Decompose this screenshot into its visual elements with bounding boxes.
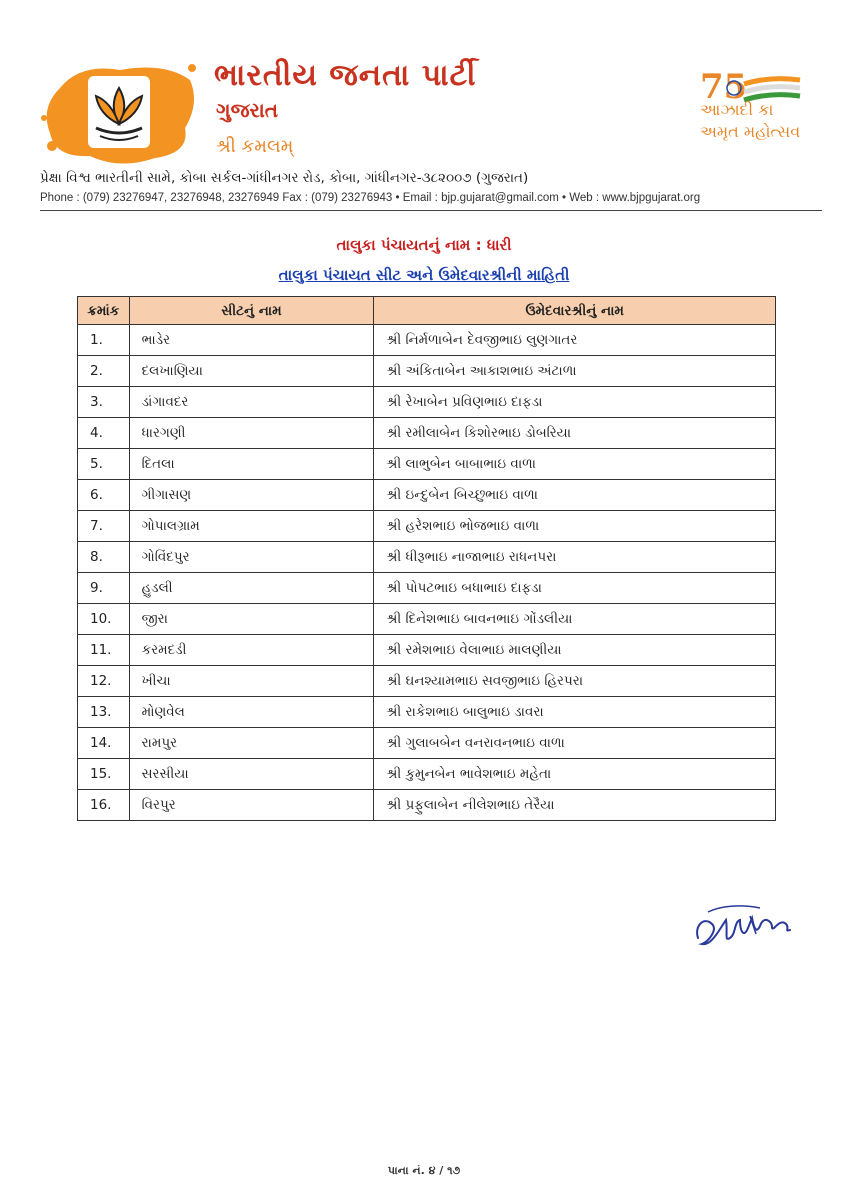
seat-cell: રામપુર xyxy=(129,728,374,759)
seat-cell: વિરપુર xyxy=(129,790,374,821)
azadi-text-line1: આઝાદી કા xyxy=(700,100,774,119)
candidate-cell: શ્રી કુમુનબેન ભાવેશભાઇ મહેતા xyxy=(374,759,776,790)
candidate-cell: શ્રી ઇન્દુબેન બિચ્છુભાઇ વાળા xyxy=(374,480,776,511)
candidate-cell: શ્રી નિર્મળાબેન દેવજીભાઇ લુણગાતર xyxy=(374,325,776,356)
bjp-lotus-logo xyxy=(40,58,200,168)
office-address: પ્રેક્ષા વિશ્વ ભારતીની સામે, કોબા સર્કલ-ગાંધીનગર રોડ, કોબા, ગાંધીનગર-૩૮૨૦૦૭ (ગુજરાત) xyxy=(40,170,529,186)
serial-cell: 10. xyxy=(78,604,130,635)
serial-cell: 14. xyxy=(78,728,130,759)
serial-cell: 7. xyxy=(78,511,130,542)
candidate-cell: શ્રી પોપટભાઇ બધાભાઇ દાફડા xyxy=(374,573,776,604)
table-row xyxy=(78,387,776,418)
seat-cell: સરસીયા xyxy=(129,759,374,790)
seat-cell: હુડલી xyxy=(129,573,374,604)
table-row xyxy=(78,790,776,821)
serial-cell: 15. xyxy=(78,759,130,790)
table-row xyxy=(78,325,776,356)
serial-cell: 6. xyxy=(78,480,130,511)
serial-cell: 8. xyxy=(78,542,130,573)
state-name: ગુજરાત xyxy=(216,98,279,122)
table-header-row xyxy=(78,297,776,325)
table-row xyxy=(78,542,776,573)
candidate-cell: શ્રી રમેશભાઇ વેલાભાઇ માલણીયા xyxy=(374,635,776,666)
serial-cell: 13. xyxy=(78,697,130,728)
serial-cell: 11. xyxy=(78,635,130,666)
candidate-cell: શ્રી ધીરૂભાઇ નાજાભાઇ રાધનપરા xyxy=(374,542,776,573)
header-serial: ક્રમાંક xyxy=(78,297,130,325)
serial-cell: 1. xyxy=(78,325,130,356)
seat-cell: ભાડેર xyxy=(129,325,374,356)
seat-cell: દિતલા xyxy=(129,449,374,480)
seat-cell: મોણવેલ xyxy=(129,697,374,728)
candidate-cell: શ્રી ઘનશ્યામભાઇ સવજીભાઇ હિરપરા xyxy=(374,666,776,697)
table-row xyxy=(78,635,776,666)
serial-cell: 12. xyxy=(78,666,130,697)
seat-cell: કરમદડી xyxy=(129,635,374,666)
table-row xyxy=(78,480,776,511)
contact-details: Phone : (079) 23276947, 23276948, 23276949 Fax : (079) 23276943 • Email : bjp.gujarat@gmail.com • Web : www.bjpgujarat.org xyxy=(40,192,701,204)
serial-cell: 5. xyxy=(78,449,130,480)
candidate-cell: શ્રી હરેશભાઇ ભોજભાઇ વાળા xyxy=(374,511,776,542)
serial-cell: 4. xyxy=(78,418,130,449)
candidate-cell: શ્રી લાભુબેન બાબાભાઇ વાળા xyxy=(374,449,776,480)
seat-cell: ડાંગાવદર xyxy=(129,387,374,418)
document-title: તાલુકા પંચાયતનું નામ : ધારી xyxy=(336,236,512,254)
candidate-cell: શ્રી રમીલાબેન કિશોરભાઇ ડોબરિયા xyxy=(374,418,776,449)
table-row xyxy=(78,511,776,542)
seat-cell: જીરા xyxy=(129,604,374,635)
svg-text:75: 75 xyxy=(700,67,748,107)
candidate-cell: શ્રી અંકિતાબેન આકાશભાઇ અંટાળા xyxy=(374,356,776,387)
letterhead xyxy=(0,0,848,215)
seat-cell: ધારગણી xyxy=(129,418,374,449)
party-name: ભારતીય જનતા પાર્ટી xyxy=(214,58,477,93)
table-row xyxy=(78,604,776,635)
table-row xyxy=(78,759,776,790)
table-row xyxy=(78,697,776,728)
candidate-cell: શ્રી પ્રફુલાબેન નીલેશભાઇ તેરૈયા xyxy=(374,790,776,821)
candidate-cell: શ્રી ગુલાબબેન વનરાવનભાઇ વાળા xyxy=(374,728,776,759)
header-divider xyxy=(40,210,822,211)
seat-cell: ખીચા xyxy=(129,666,374,697)
page-number: પાના નં. ૪ / ૧૭ xyxy=(387,1164,461,1177)
candidate-cell: શ્રી રાકેશભાઇ બાલુભાઇ ડાવરા xyxy=(374,697,776,728)
seat-cell: ગીગાસણ xyxy=(129,480,374,511)
table-row xyxy=(78,728,776,759)
seat-cell: ગોવિંદપુર xyxy=(129,542,374,573)
header-candidate-name: ઉમેદવારશ્રીનું નામ xyxy=(374,297,776,325)
table-row xyxy=(78,449,776,480)
azadi-text-line2: અમૃત મહોત્સવ xyxy=(700,122,801,141)
candidate-table xyxy=(77,296,776,821)
table-row xyxy=(78,418,776,449)
table-row xyxy=(78,666,776,697)
candidate-cell: શ્રી રેખાબેન પ્રવિણભાઇ દાફડા xyxy=(374,387,776,418)
serial-cell: 16. xyxy=(78,790,130,821)
office-name: શ્રી કમલમ્ xyxy=(216,136,294,157)
document-subtitle: તાલુકા પંચાયત સીટ અને ઉમેદવારશ્રીની માહિતી xyxy=(278,266,570,284)
serial-cell: 2. xyxy=(78,356,130,387)
candidate-cell: શ્રી દિનેશભાઇ બાવનભાઇ ગોંડલીયા xyxy=(374,604,776,635)
header-seat-name: સીટનું નામ xyxy=(129,297,374,325)
handwritten-signature xyxy=(690,898,800,958)
serial-cell: 9. xyxy=(78,573,130,604)
seat-cell: ગોપાલગ્રામ xyxy=(129,511,374,542)
table-row xyxy=(78,573,776,604)
table-row xyxy=(78,356,776,387)
seat-cell: દલખાણિયા xyxy=(129,356,374,387)
serial-cell: 3. xyxy=(78,387,130,418)
